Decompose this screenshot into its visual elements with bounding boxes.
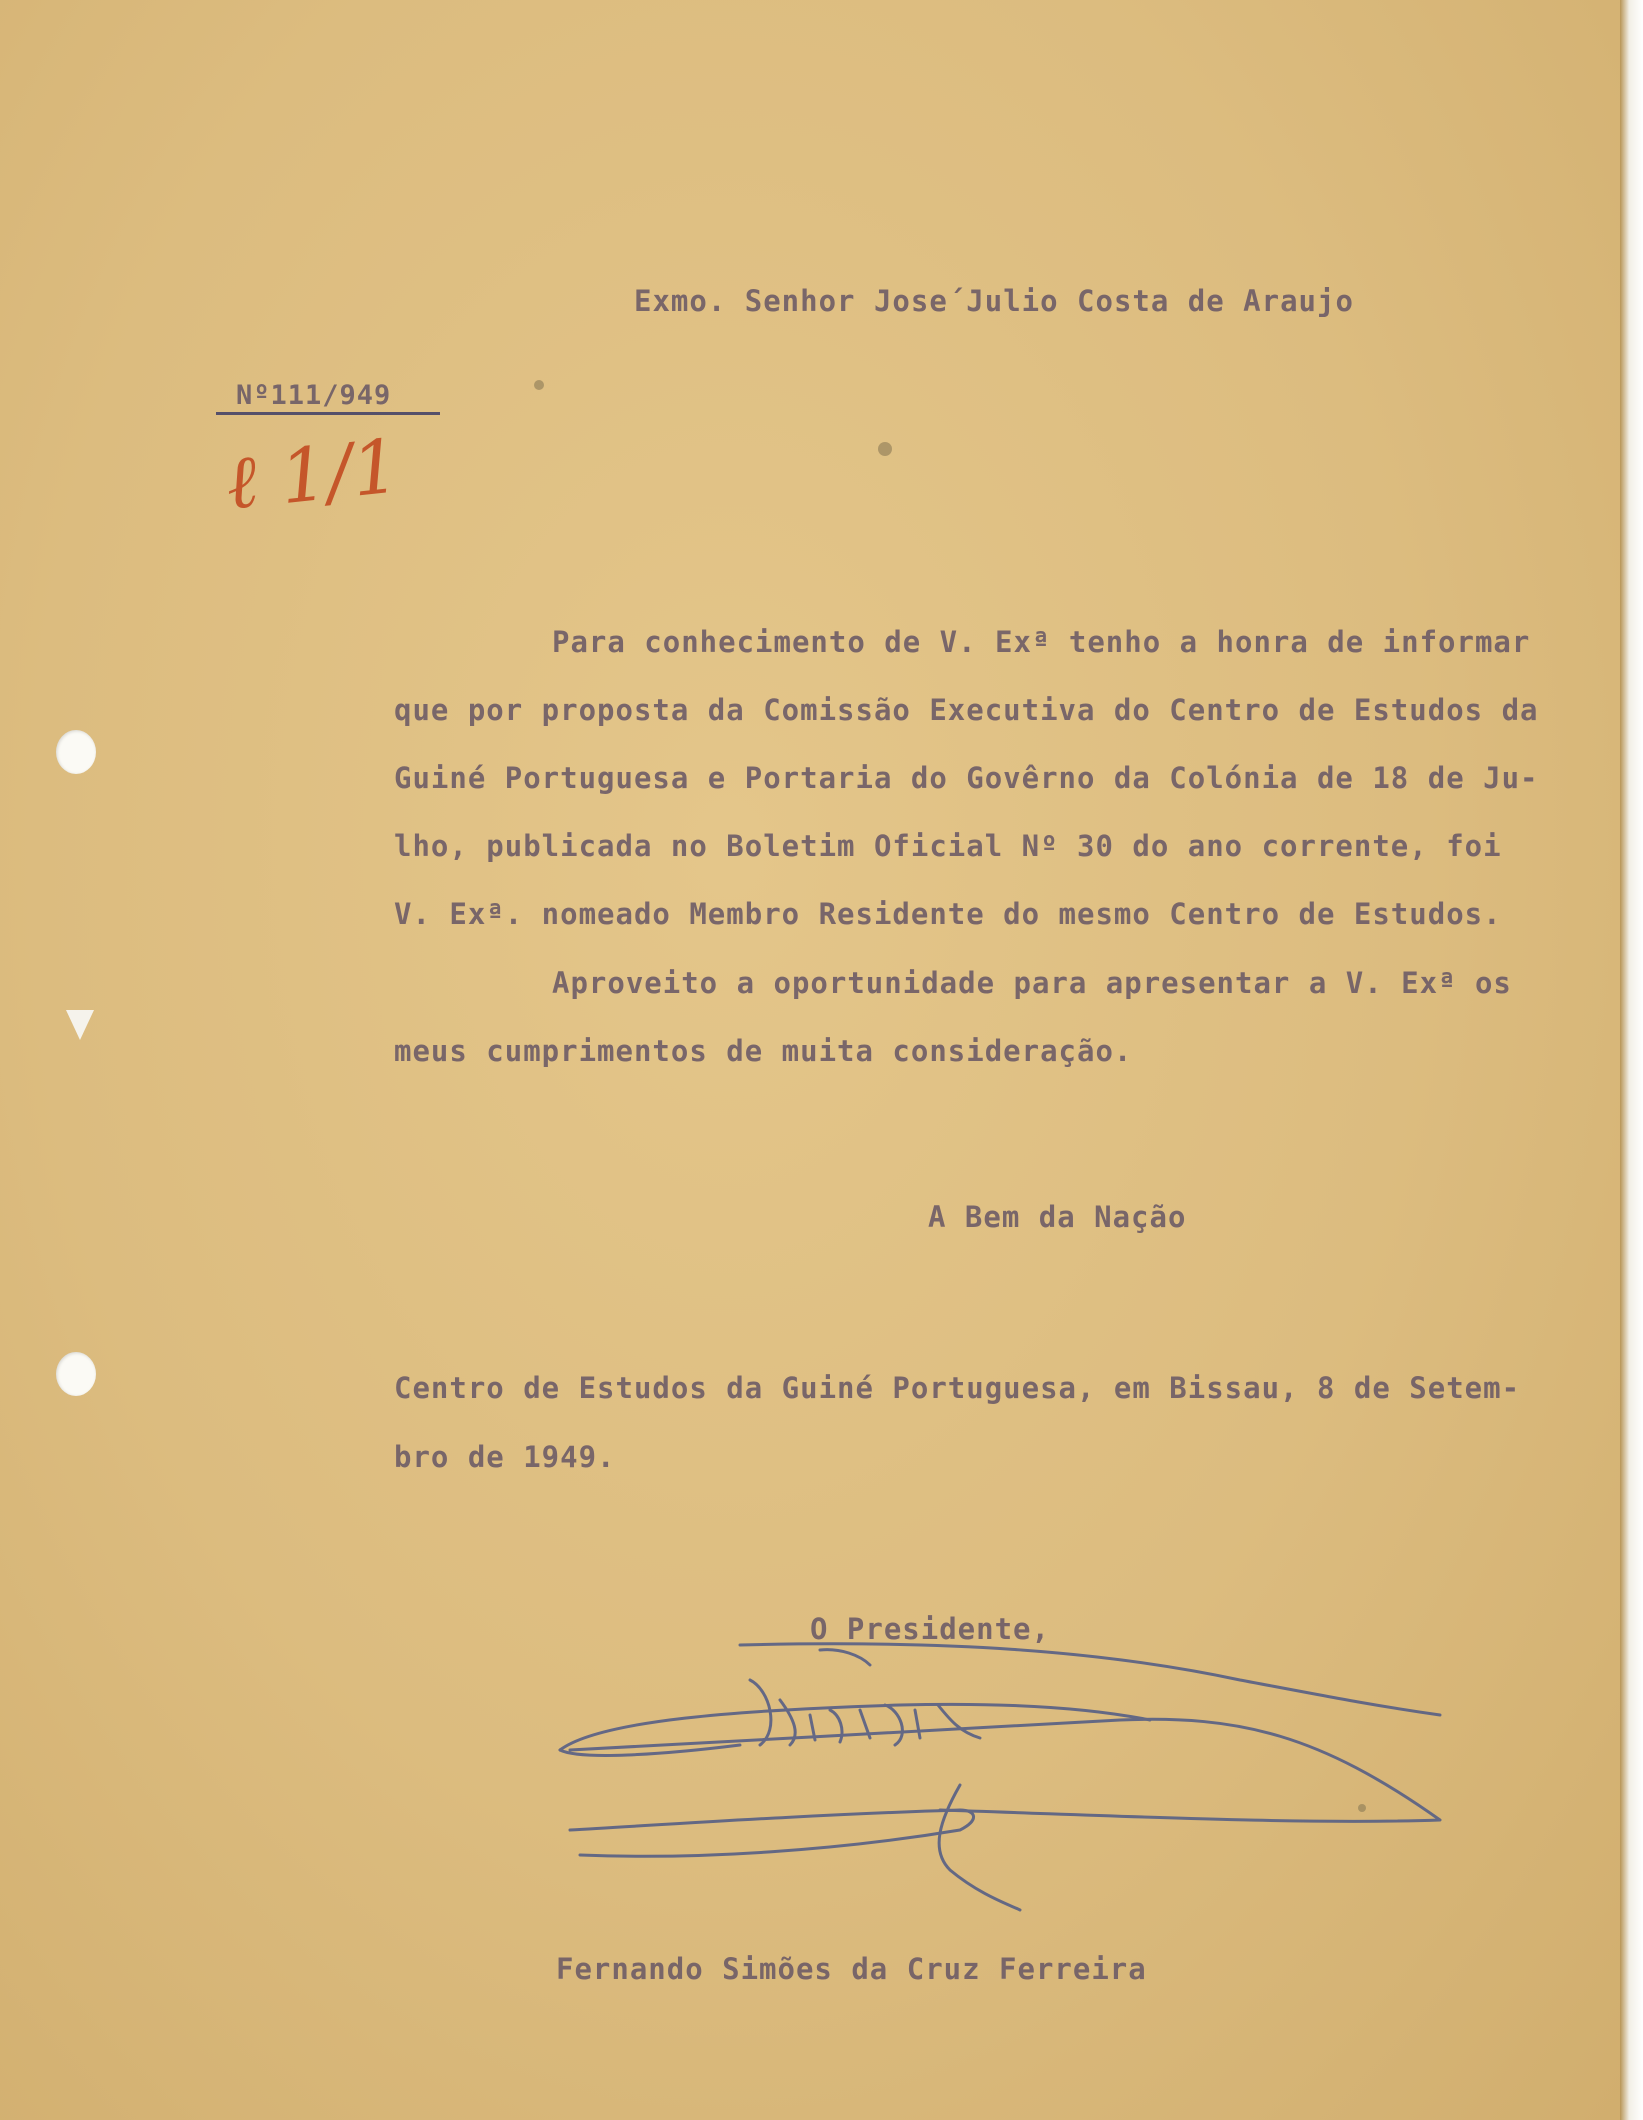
signatory-name: Fernando Simões da Cruz Ferreira	[556, 1952, 1147, 1986]
body-line-2: que por proposta da Comissão Executiva do Centro de Estudos da	[394, 693, 1539, 727]
addressee-line: Exmo. Senhor Jose´Julio Costa de Araujo	[634, 284, 1354, 318]
closing-line: A Bem da Nação	[928, 1200, 1187, 1234]
paper-edge	[1620, 0, 1643, 2120]
body-line-6: Aproveito a oportunidade para apresentar a V. Exª os	[552, 966, 1512, 1000]
paper-speck	[534, 380, 544, 390]
body-line-4: lho, publicada no Boletim Oficial Nº 30 do ano corrente, foi	[394, 829, 1502, 863]
punch-notch	[66, 1010, 94, 1040]
body-line-1: Para conhecimento de V. Exª tenho a honra de informar	[552, 625, 1531, 659]
reference-number: Nº111/949	[236, 380, 392, 411]
handwritten-note: ℓ 1/1	[221, 423, 404, 527]
signatory-title: O Presidente,	[810, 1612, 1050, 1646]
reference-underline	[216, 412, 440, 415]
place-date-line-2: bro de 1949.	[394, 1440, 616, 1474]
punch-hole	[56, 730, 96, 774]
body-line-5: V. Exª. nomeado Membro Residente do mesmo Centro de Estudos.	[394, 897, 1502, 931]
place-date-line-1: Centro de Estudos da Guiné Portuguesa, em Bissau, 8 de Setem-	[394, 1371, 1521, 1405]
paper-speck	[878, 442, 892, 456]
signature-scrawl	[540, 1620, 1460, 1920]
body-line-7: meus cumprimentos de muita consideração.	[394, 1034, 1133, 1068]
body-line-3: Guiné Portuguesa e Portaria do Govêrno da Colónia de 18 de Ju-	[394, 761, 1539, 795]
punch-hole	[56, 1352, 96, 1396]
